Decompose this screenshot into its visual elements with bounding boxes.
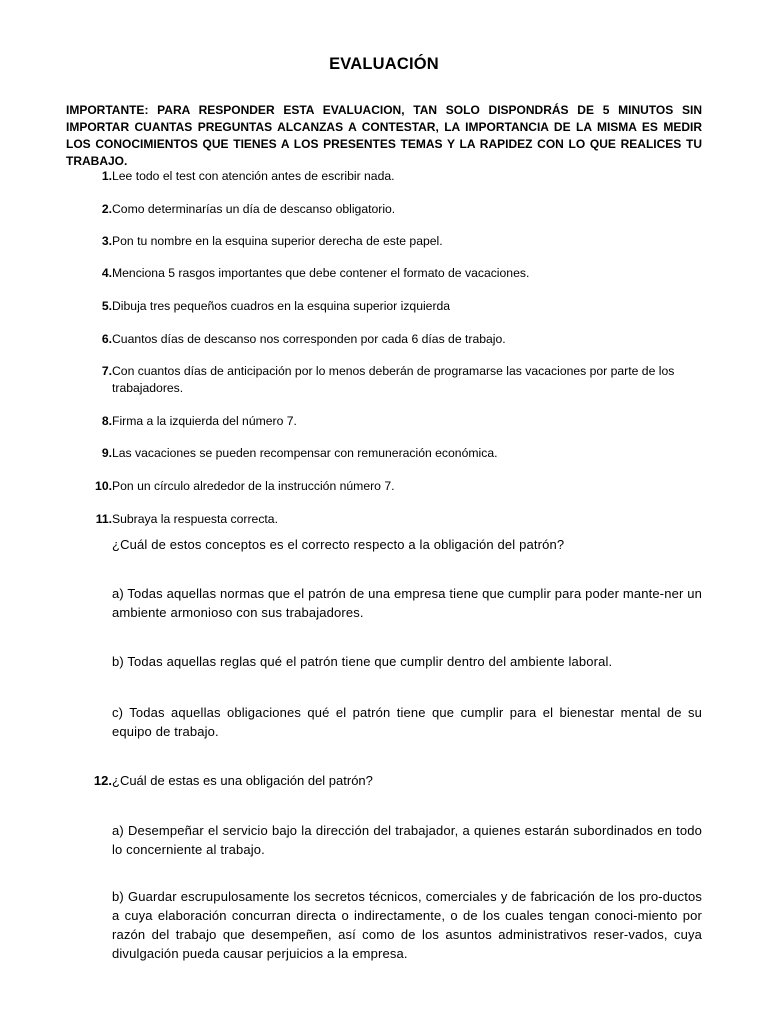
q11-option-c: c) Todas aquellas obligaciones qué el patrón tiene que cumplir para el bienestar mental de su equipo de trabajo.: [112, 705, 702, 739]
question-text: Lee todo el test con atención antes de escribir nada.: [112, 169, 395, 183]
question-number: 8.: [101, 414, 112, 428]
question-number: 5.: [101, 299, 112, 313]
question-number: 7.: [101, 364, 112, 378]
question-1: [88, 168, 702, 185]
question-number: 3.: [101, 234, 112, 248]
question-3: [88, 233, 702, 250]
q12-option-b: b) Guardar escrupulosamente los secretos técnicos, comerciales y de fabricación de los pro-ductos a cuya elaboración concurran directa o indirectamente, o de los cuales tengan conoci-miento por razón del trabajo que desempeñen, así como de los asuntos administrativos reser-vados, cuya divulgación pueda causar perjuicios a la empresa.: [112, 889, 702, 961]
important-notice: IMPORTANTE: PARA RESPONDER ESTA EVALUACION, TAN SOLO DISPONDRÁS DE 5 MINUTOS SIN IMPORTAR CUANTAS PREGUNTAS ALCANZAS A CONTESTAR, LA IMPORTANCIA DE LA MISMA ES MEDIR LOS CONOCIMIENTOS QUE TIENES A LOS PRESENTES TEMAS Y LA RAPIDEZ CON LO QUE REALICES TU TRABAJO.: [66, 103, 702, 168]
question-number: 9.: [101, 446, 112, 460]
question-text: Cuantos días de descanso nos corresponden por cada 6 días de trabajo.: [112, 332, 506, 346]
q11-option-b: b) Todas aquellas reglas qué el patrón tiene que cumplir dentro del ambiente laboral.: [112, 654, 613, 669]
question-12: [88, 771, 702, 790]
question-2: [88, 201, 702, 218]
question-number: 12.: [93, 773, 112, 788]
question-number: 4.: [101, 266, 112, 280]
question-text: Pon un círculo alrededor de la instrucción número 7.: [112, 479, 395, 493]
question-5: [88, 298, 702, 315]
question-number: 2.: [101, 202, 112, 216]
question-9: [88, 445, 702, 462]
question-number: 6.: [101, 332, 112, 346]
question-4: [88, 265, 702, 282]
page-title: EVALUACIÓN: [329, 55, 439, 73]
q11-option-a: a) Todas aquellas normas que el patrón de una empresa tiene que cumplir para poder mante-ner un ambiente armonioso con sus trabajadores.: [112, 586, 702, 620]
question-text: Dibuja tres pequeños cuadros en la esquina superior izquierda: [112, 299, 451, 313]
question-6: [88, 331, 702, 348]
question-text: Las vacaciones se pueden recompensar con remuneración económica.: [112, 446, 498, 460]
q11-prompt: ¿Cuál de estos conceptos es el correcto respecto a la obligación del patrón?: [112, 537, 565, 552]
question-text: Menciona 5 rasgos importantes que debe contener el formato de vacaciones.: [112, 266, 530, 280]
question-text: ¿Cuál de estas es una obligación del patrón?: [112, 773, 373, 788]
question-7: [88, 363, 702, 397]
question-number: 1.: [101, 169, 112, 183]
question-8: [88, 413, 702, 430]
question-10: [88, 478, 702, 495]
question-number: 11.: [95, 512, 112, 526]
question-text: Pon tu nombre en la esquina superior derecha de este papel.: [112, 234, 443, 248]
question-text: Subraya la respuesta correcta.: [112, 512, 278, 526]
question-text: Firma a la izquierda del número 7.: [112, 414, 297, 428]
question-number: 10.: [95, 479, 112, 493]
question-text: Con cuantos días de anticipación por lo menos deberán de programarse las vacaciones por parte de los trabajadores.: [112, 364, 675, 395]
question-11: [88, 511, 702, 528]
question-text: Como determinarías un día de descanso obligatorio.: [112, 202, 396, 216]
q12-option-a: a) Desempeñar el servicio bajo la dirección del trabajador, a quienes estarán subordinados en todo lo concerniente al trabajo.: [112, 823, 702, 857]
